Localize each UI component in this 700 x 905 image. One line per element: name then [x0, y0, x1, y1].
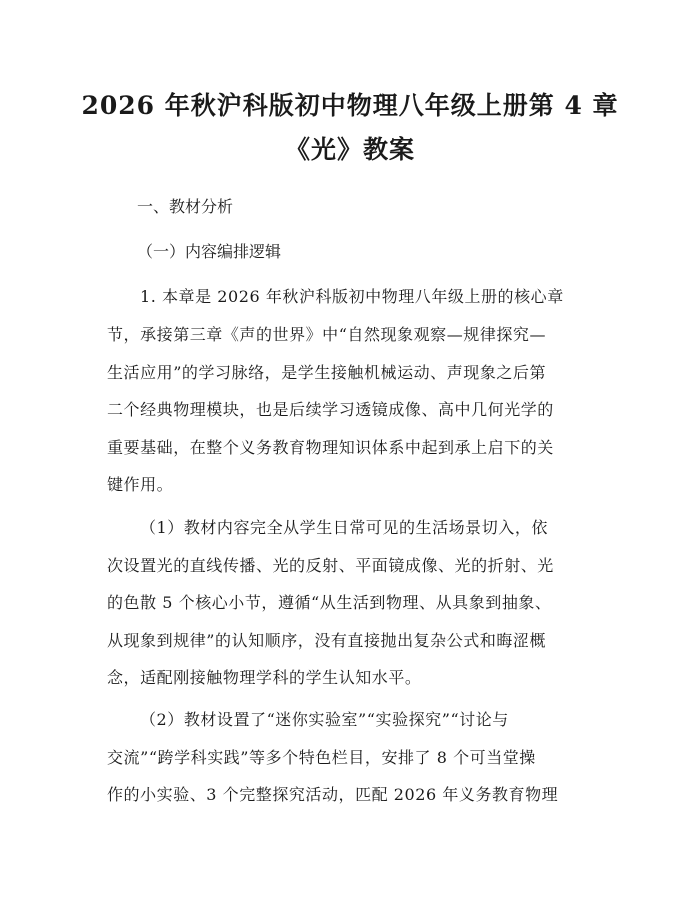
paragraph-1-line: 1. 本章是 2026 年秋沪科版初中物理八年级上册的核心章: [140, 287, 564, 306]
paragraph-1-line: 二个经典物理模块，也是后续学习透镜成像、高中几何光学的: [107, 400, 554, 419]
document-title-line-1: 2026 年秋沪科版初中物理八年级上册第 4 章: [81, 91, 619, 120]
subsection-heading: （一）内容编排逻辑: [137, 242, 282, 261]
paragraph-1-line: 键作用。: [107, 475, 174, 494]
paragraph-1-line: 节，承接第三章《声的世界》中“自然现象观察—规律探究—: [107, 325, 547, 344]
paragraph-3-line: （2）教材设置了“迷你实验室”“实验探究”“讨论与: [140, 710, 509, 729]
document-title-line-2: 《光》教案: [284, 135, 415, 164]
paragraph-2-line: 次设置光的直线传播、光的反射、平面镜成像、光的折射、光: [107, 556, 554, 575]
section-heading: 一、教材分析: [137, 197, 234, 216]
paragraph-3-line: 交流”“跨学科实践”等多个特色栏目，安排了 8 个可当堂操: [107, 748, 536, 767]
paragraph-1-line: 生活应用”的学习脉络，是学生接触机械运动、声现象之后第: [107, 363, 547, 382]
paragraph-2-line: 念，适配刚接触物理学科的学生认知水平。: [107, 668, 422, 687]
paragraph-2-line: 从现象到规律”的认知顺序，没有直接抛出复杂公式和晦涩概: [107, 631, 547, 650]
paragraph-1-line: 重要基础，在整个义务教育物理知识体系中起到承上启下的关: [107, 438, 554, 457]
paragraph-2-line: （1）教材内容完全从学生日常可见的生活场景切入，依: [140, 518, 548, 537]
paragraph-3-line: 作的小实验、3 个完整探究活动，匹配 2026 年义务教育物理: [107, 785, 559, 804]
paragraph-2-line: 的色散 5 个核心小节，遵循“从生活到物理、从具象到抽象、: [107, 593, 552, 612]
